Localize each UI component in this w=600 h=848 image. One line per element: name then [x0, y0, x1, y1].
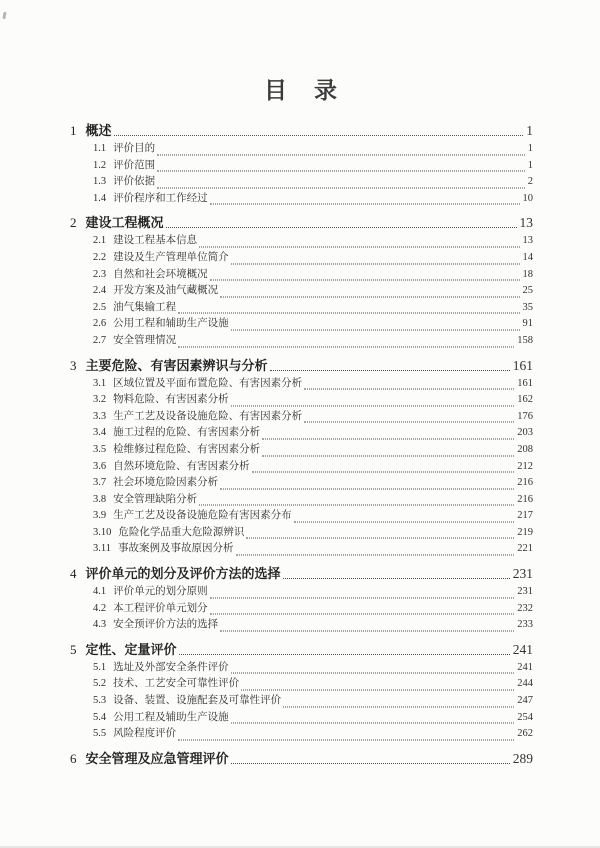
toc-sub-entry [70, 333, 533, 350]
toc-sub-entry [70, 660, 533, 677]
scan-artifact-mark [2, 12, 6, 19]
dot-leader [231, 329, 520, 330]
section-title: 设备、装置、设施配套及可靠性评价 [113, 695, 282, 707]
section-number: 4.1 [93, 586, 107, 598]
page-number: 208 [517, 443, 533, 455]
dot-leader [262, 438, 514, 439]
page-title: 目 录 [264, 78, 339, 103]
section-number: 3.2 [93, 394, 107, 406]
section-title: 安全管理缺陷分析 [113, 493, 198, 505]
page-number: 2 [527, 176, 533, 188]
section-number: 1.1 [93, 143, 107, 154]
toc-chapter-entry [70, 750, 533, 767]
section-title: 危险化学品重大危险源辨识 [118, 526, 245, 538]
toc-chapter-entry [70, 565, 533, 582]
toc-sub-entry [70, 300, 533, 317]
page-number: 289 [512, 750, 533, 766]
toc-chapter-entry [70, 357, 533, 374]
page-number: 158 [517, 334, 533, 346]
toc-sub-entry [70, 141, 533, 158]
section-title: 评价范围 [113, 159, 156, 171]
section-title: 评价依据 [113, 176, 156, 188]
dot-leader [210, 204, 520, 205]
section-number: 5.2 [93, 678, 107, 690]
dot-leader [252, 472, 515, 473]
dot-leader [283, 578, 510, 579]
section-number: 3.1 [93, 377, 107, 389]
chapter-number: 5 [70, 641, 77, 657]
toc-sub-entry [70, 525, 533, 542]
toc-sub-entry [70, 283, 533, 300]
toc-sub-entry [70, 191, 533, 208]
section-title: 检维修过程危险、有害因素分析 [113, 443, 261, 455]
section-number: 5.3 [93, 695, 107, 707]
section-title: 建设及生产管理单位简介 [113, 251, 229, 263]
page-number: 231 [512, 566, 533, 582]
section-title: 选址及外部安全条件评价 [113, 661, 229, 673]
section-number: 3.9 [93, 510, 107, 522]
dot-leader [231, 723, 515, 724]
section-title: 风险程度评价 [113, 728, 177, 740]
toc-sub-entry [70, 267, 533, 284]
toc-sub-entry [70, 425, 533, 442]
section-number: 1.4 [93, 192, 107, 204]
section-title: 安全管理情况 [113, 334, 177, 346]
page-number: 212 [517, 460, 533, 472]
page-number: 25 [522, 285, 533, 297]
toc-sub-entry [70, 392, 533, 409]
chapter-number: 2 [70, 215, 77, 231]
toc-sub-entry [70, 541, 533, 558]
page-number: 161 [512, 357, 533, 373]
page-number: 231 [517, 586, 533, 598]
toc-sub-entry [70, 158, 533, 175]
section-number: 5.5 [93, 728, 107, 740]
page-number: 18 [522, 268, 533, 280]
page-number: 35 [522, 301, 533, 313]
dot-leader [157, 154, 525, 155]
section-number: 2.2 [93, 251, 107, 263]
page-number: 241 [512, 641, 533, 657]
page-number: 241 [517, 661, 533, 673]
toc-chapter-entry [70, 122, 533, 139]
section-title: 评价单元的划分原则 [113, 586, 208, 598]
section-title: 本工程评价单元划分 [113, 602, 208, 614]
page-number: 13 [519, 215, 533, 231]
section-title: 安全预评价方法的选择 [113, 619, 219, 631]
chapter-title: 主要危险、有害因素辨识与分析 [85, 357, 268, 373]
toc-sub-entry [70, 693, 533, 710]
toc-sub-entry [70, 233, 533, 250]
chapter-number: 4 [70, 566, 77, 582]
section-title: 事故案例及事故原因分析 [118, 543, 234, 555]
chapter-number: 1 [70, 123, 77, 138]
section-number: 2.1 [93, 235, 107, 247]
section-title: 自然和社会环境概况 [113, 268, 208, 280]
page-number: 216 [517, 477, 533, 489]
toc-sub-entry [70, 409, 533, 426]
page-number: 254 [517, 711, 533, 723]
dot-leader [231, 405, 515, 406]
dot-leader [157, 187, 525, 188]
section-title: 自然环境危险、有害因素分析 [113, 460, 250, 472]
page-number: 217 [517, 510, 533, 522]
page-number: 161 [517, 377, 533, 389]
dot-leader [236, 555, 515, 556]
section-title: 社会环境危险因素分析 [113, 477, 219, 489]
chapter-number: 3 [70, 357, 77, 373]
dot-leader [246, 538, 514, 539]
section-number: 2.7 [93, 334, 107, 346]
chapter-title: 概述 [85, 123, 112, 138]
section-number: 3.11 [93, 543, 111, 555]
toc-sub-entry [70, 710, 533, 727]
section-title: 生产工艺及设备设施危险、有害因素分析 [113, 410, 303, 422]
section-number: 3.8 [93, 493, 107, 505]
toc-chapter-entry [70, 214, 533, 231]
page-number: 14 [522, 251, 533, 263]
dot-leader [294, 521, 515, 522]
dot-leader [178, 739, 514, 740]
page-number: 1 [526, 123, 533, 138]
chapter-title: 评价单元的划分及评价方法的选择 [85, 566, 281, 582]
chapter-title: 建设工程概况 [85, 215, 164, 231]
dot-leader [178, 346, 514, 347]
dot-leader [304, 389, 514, 390]
section-title: 建设工程基本信息 [113, 235, 198, 247]
section-title: 施工过程的危险、有害因素分析 [113, 427, 261, 439]
dot-leader [210, 597, 515, 598]
section-title: 生产工艺及设备设施危险有害因素分布 [113, 510, 292, 522]
section-number: 3.3 [93, 410, 107, 422]
toc-sub-entry [70, 475, 533, 492]
section-number: 3.7 [93, 477, 107, 489]
section-number: 4.2 [93, 602, 107, 614]
page-number: 162 [517, 394, 533, 406]
dot-leader [231, 673, 515, 674]
dot-leader [283, 706, 514, 707]
section-title: 评价目的 [113, 143, 156, 154]
dot-leader [166, 227, 517, 228]
toc-sub-entry [70, 250, 533, 267]
dot-leader [178, 313, 519, 314]
dot-leader [241, 690, 514, 691]
section-title: 油气集输工程 [113, 301, 177, 313]
chapter-number: 6 [70, 750, 77, 766]
section-number: 3.4 [93, 427, 107, 439]
section-title: 区域位置及平面布置危险、有害因素分析 [113, 377, 303, 389]
section-title: 公用工程和辅助生产设施 [113, 318, 229, 330]
dot-leader [231, 763, 510, 764]
toc-sub-entry [70, 601, 533, 618]
dot-leader [220, 296, 519, 297]
dot-leader [210, 614, 515, 615]
toc-chapter-entry [70, 641, 533, 658]
dot-leader [220, 630, 514, 631]
dot-leader [199, 505, 514, 506]
section-number: 2.3 [93, 268, 107, 280]
dot-leader [262, 455, 514, 456]
dot-leader [270, 370, 510, 371]
dot-leader [220, 488, 514, 489]
dot-leader [210, 280, 520, 281]
toc-sub-entry [70, 508, 533, 525]
page-number: 91 [522, 318, 533, 330]
section-title: 公用工程及辅助生产设施 [113, 711, 229, 723]
section-number: 3.10 [93, 526, 112, 538]
section-number: 2.6 [93, 318, 107, 330]
section-number: 3.5 [93, 443, 107, 455]
toc-sub-entry [70, 442, 533, 459]
page-number: 262 [517, 728, 533, 740]
section-number: 4.3 [93, 619, 107, 631]
page-number: 1 [527, 159, 533, 171]
chapter-title: 定性、定量评价 [85, 641, 177, 657]
section-number: 5.4 [93, 711, 107, 723]
page-number: 1 [527, 143, 533, 154]
dot-leader [179, 654, 510, 655]
dot-leader [304, 422, 514, 423]
page-number: 203 [517, 427, 533, 439]
toc-sub-entry [70, 617, 533, 634]
toc-sub-entry [70, 174, 533, 191]
section-number: 1.3 [93, 176, 107, 188]
dot-leader [199, 246, 519, 247]
section-title: 物料危险、有害因素分析 [113, 394, 229, 406]
page-number: 219 [517, 526, 533, 538]
section-number: 2.5 [93, 301, 107, 313]
section-title: 开发方案及油气藏概况 [113, 285, 219, 297]
toc-list [70, 122, 533, 767]
toc-sub-entry [70, 459, 533, 476]
dot-leader [114, 135, 524, 136]
dot-leader [157, 171, 525, 172]
dot-leader [231, 263, 520, 264]
toc-sub-entry [70, 316, 533, 333]
page-number: 232 [517, 602, 533, 614]
toc-sub-entry [70, 492, 533, 509]
toc-sub-entry [70, 376, 533, 393]
toc-sub-entry [70, 676, 533, 693]
section-title: 技术、工艺安全可靠性评价 [113, 678, 240, 690]
section-number: 3.6 [93, 460, 107, 472]
page-number: 247 [517, 695, 533, 707]
section-number: 5.1 [93, 661, 107, 673]
section-number: 1.2 [93, 159, 107, 171]
page-number: 221 [517, 543, 533, 555]
section-number: 2.4 [93, 285, 107, 297]
toc-sub-entry [70, 726, 533, 743]
page-number: 233 [517, 619, 533, 631]
page-number: 13 [522, 235, 533, 247]
section-title: 评价程序和工作经过 [113, 192, 208, 204]
page-number: 244 [517, 678, 533, 690]
chapter-title: 安全管理及应急管理评价 [85, 750, 229, 766]
page-number: 216 [517, 493, 533, 505]
toc-sub-entry [70, 584, 533, 601]
page-number: 10 [522, 192, 533, 204]
page-number: 176 [517, 410, 533, 422]
